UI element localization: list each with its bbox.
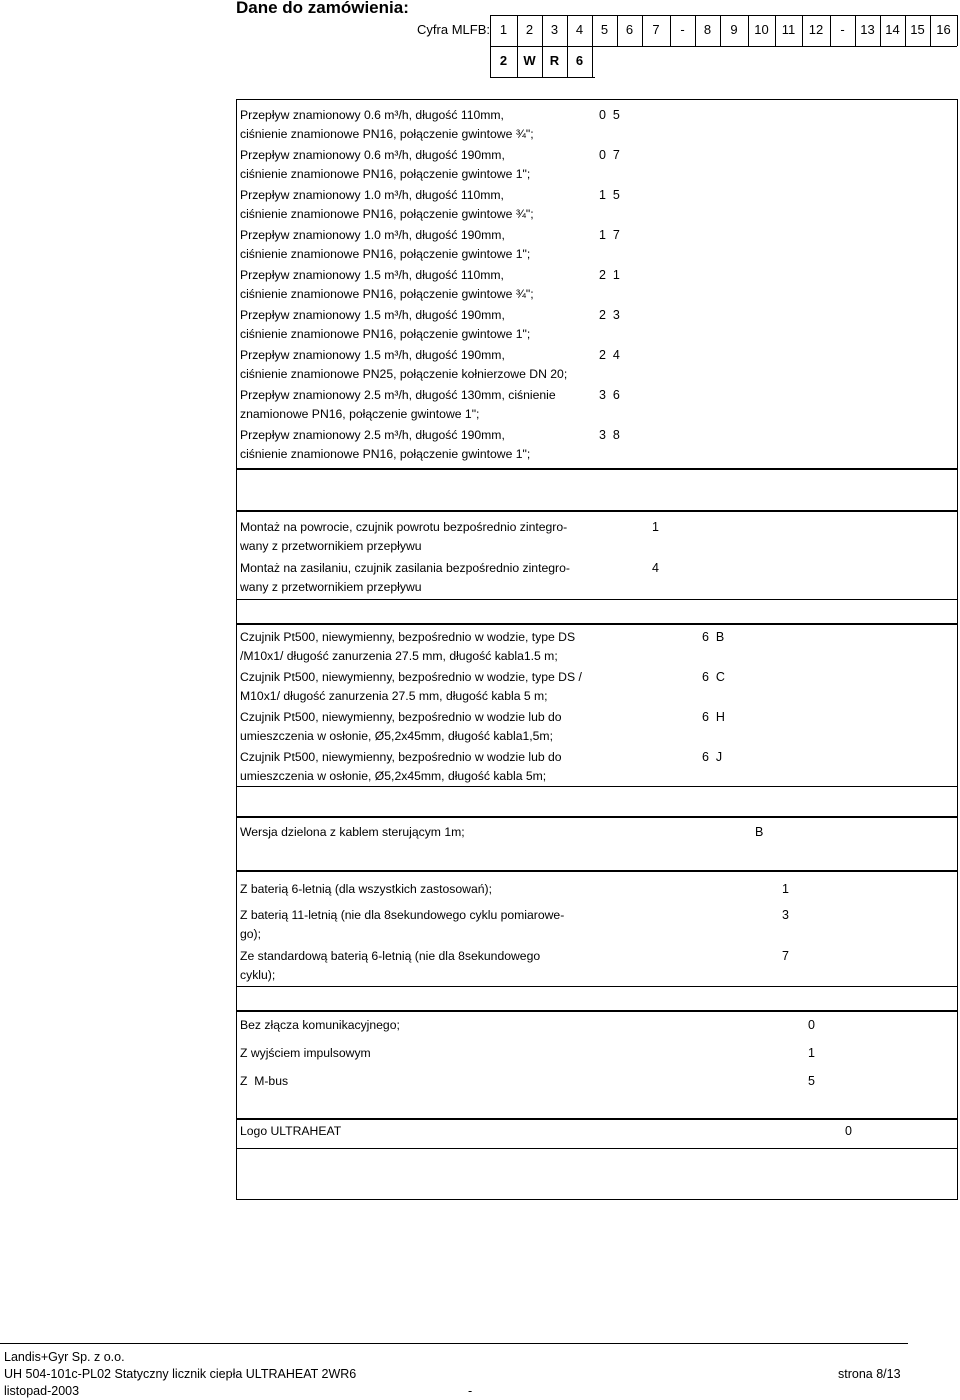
split-option-code: B bbox=[755, 825, 764, 839]
flow-option-line2: ciśnienie znamionowe PN16, połączenie gwintowe 1"; bbox=[240, 167, 531, 181]
mlfb-value: 6 bbox=[575, 53, 584, 68]
mlfb-digit-header: 7 bbox=[652, 22, 660, 37]
mlfb-digit-header: 3 bbox=[550, 22, 559, 37]
footer-doc-line: UH 504-101c-PL02 Statyczny licznik ciepła ULTRAHEAT 2WR6 bbox=[4, 1367, 357, 1381]
mlfb-digit-header: 10 bbox=[754, 22, 769, 37]
mlfb-digit-header: - bbox=[840, 22, 845, 37]
comm-option-label: Bez złącza komunikacyjnego; bbox=[240, 1018, 400, 1032]
battery-option-line1: Z baterią 6-letnią (dla wszystkich zastosowań); bbox=[240, 882, 492, 896]
mount-option-code: 1 bbox=[652, 520, 659, 534]
mlfb-value: W bbox=[523, 53, 536, 68]
footer-page-number: strona 8/13 bbox=[838, 1367, 901, 1381]
footer-company: Landis+Gyr Sp. z o.o. bbox=[4, 1350, 125, 1364]
mlfb-top-rule bbox=[490, 15, 957, 16]
battery-option-line1: Z baterią 11-letnią (nie dla 8sekundowego cyklu pomiarowe- bbox=[240, 908, 565, 922]
mlfb-col-rule bbox=[957, 15, 958, 46]
sensor-option-line1: Czujnik Pt500, niewymienny, bezpośrednio w wodzie, type DS / bbox=[240, 670, 582, 684]
flow-option-line1: Przepływ znamionowy 1.0 m³/h, długość 110mm, bbox=[240, 188, 504, 202]
flow-option-line1: Przepływ znamionowy 1.5 m³/h, długość 110mm, bbox=[240, 268, 504, 282]
mlfb-digit-header: 11 bbox=[781, 22, 796, 37]
mount-option-line2: wany z przetwornikiem przepływu bbox=[240, 580, 422, 594]
mlfb-digit-header: 14 bbox=[885, 22, 900, 37]
battery-option-code: 3 bbox=[782, 908, 789, 922]
flow-option-line2: ciśnienie znamionowe PN25, połączenie kołnierzowe DN 20; bbox=[240, 367, 568, 381]
mlfb-value: R bbox=[549, 53, 560, 68]
mlfb-bottom-rule bbox=[490, 77, 595, 78]
flow-option-code: 2 1 bbox=[599, 268, 620, 282]
flow-option-line2: ciśnienie znamionowe PN16, połączenie gwintowe 1"; bbox=[240, 447, 531, 461]
mlfb-digit-header: 2 bbox=[525, 22, 534, 37]
sensor-option-line1: Czujnik Pt500, niewymienny, bezpośrednio w wodzie lub do bbox=[240, 710, 562, 724]
logo-option-label: Logo ULTRAHEAT bbox=[240, 1124, 342, 1138]
flow-option-line1: Przepływ znamionowy 2.5 m³/h, długość 130mm, ciśnienie bbox=[240, 388, 556, 402]
flow-option-line1: Przepływ znamionowy 0.6 m³/h, długość 190mm, bbox=[240, 148, 505, 162]
mlfb-value: 2 bbox=[499, 53, 508, 68]
mount-option-line1: Montaż na powrocie, czujnik powrotu bezpośrednio zintegro- bbox=[240, 520, 568, 534]
mlfb-digit-header: 15 bbox=[910, 22, 925, 37]
battery-option-line1: Ze standardową baterią 6-letnią (nie dla 8sekundowego bbox=[240, 949, 541, 963]
mlfb-digit-header: 12 bbox=[808, 22, 824, 37]
sensor-option-line2: /M10x1/ długość zanurzenia 27.5 mm, długość kabla1.5 m; bbox=[240, 649, 558, 663]
logo-option-code: 0 bbox=[845, 1124, 852, 1138]
battery-option-code: 7 bbox=[782, 949, 789, 963]
flow-option-line2: znamionowe PN16, połączenie gwintowe 1"; bbox=[240, 407, 480, 421]
flow-option-code: 1 7 bbox=[599, 228, 620, 242]
sensor-option-code: 6 J bbox=[702, 750, 723, 764]
comm-option-code: 5 bbox=[808, 1074, 815, 1088]
mlfb-digit-header: 8 bbox=[703, 22, 712, 37]
sensor-option-line2: M10x1/ długość zanurzenia 27.5 mm, długość kabla 5 m; bbox=[240, 689, 548, 703]
flow-option-line1: Przepływ znamionowy 1.5 m³/h, długość 190mm, bbox=[240, 308, 505, 322]
flow-option-code: 2 3 bbox=[599, 308, 620, 322]
comm-option-code: 1 bbox=[808, 1046, 815, 1060]
comm-option-code: 0 bbox=[808, 1018, 815, 1032]
flow-option-line1: Przepływ znamionowy 2.5 m³/h, długość 190mm, bbox=[240, 428, 505, 442]
sensor-option-code: 6 C bbox=[702, 670, 725, 684]
comm-option-label: Z wyjściem impulsowym bbox=[240, 1046, 371, 1060]
sensor-option-line1: Czujnik Pt500, niewymienny, bezpośrednio w wodzie, type DS bbox=[240, 630, 576, 644]
footer-dash: - bbox=[468, 1384, 473, 1398]
footer-rule bbox=[0, 1343, 908, 1344]
flow-option-line2: ciśnienie znamionowe PN16, połączenie gwintowe ¾"; bbox=[240, 127, 534, 141]
flow-option-line2: ciśnienie znamionowe PN16, połączenie gwintowe ¾"; bbox=[240, 207, 534, 221]
mlfb-digit-header: 9 bbox=[730, 22, 738, 37]
mlfb-digit-header: 4 bbox=[575, 22, 584, 37]
mlfb-digit-header: 16 bbox=[936, 22, 951, 37]
battery-option-code: 1 bbox=[782, 882, 789, 896]
flow-option-line1: Przepływ znamionowy 1.5 m³/h, długość 190mm, bbox=[240, 348, 505, 362]
battery-option-line2: cyklu); bbox=[240, 968, 276, 982]
flow-option-code: 0 7 bbox=[599, 148, 620, 162]
comm-option-label: Z M-bus bbox=[240, 1074, 289, 1088]
flow-option-line2: ciśnienie znamionowe PN16, połączenie gwintowe ¾"; bbox=[240, 287, 534, 301]
mlfb-digit-header: 1 bbox=[499, 22, 508, 37]
mount-option-line2: wany z przetwornikiem przepływu bbox=[240, 539, 422, 553]
mlfb-digit-header: 13 bbox=[860, 22, 875, 37]
flow-option-code: 3 8 bbox=[599, 428, 620, 442]
page-title: Dane do zamówienia: bbox=[236, 0, 409, 17]
mlfb-digit-header: - bbox=[680, 22, 685, 37]
flow-option-code: 2 4 bbox=[599, 348, 620, 362]
sensor-option-line2: umieszczenia w osłonie, Ø5,2x45mm, długość kabla1,5m; bbox=[240, 729, 553, 743]
sensor-option-code: 6 B bbox=[702, 630, 725, 644]
flow-option-code: 1 5 bbox=[599, 188, 620, 202]
blank-row bbox=[236, 469, 958, 511]
mount-option-code: 4 bbox=[652, 561, 659, 575]
battery-option-line2: go); bbox=[240, 927, 262, 941]
sensor-option-code: 6 H bbox=[702, 710, 725, 724]
flow-option-line2: ciśnienie znamionowe PN16, połączenie gwintowe 1"; bbox=[240, 327, 531, 341]
sensor-option-line1: Czujnik Pt500, niewymienny, bezpośrednio w wodzie lub do bbox=[240, 750, 562, 764]
flow-option-code: 3 6 bbox=[599, 388, 620, 402]
mlfb-mid-rule bbox=[490, 46, 957, 47]
mount-option-line1: Montaż na zasilaniu, czujnik zasilania bezpośrednio zintegro- bbox=[240, 561, 570, 575]
split-option-label: Wersja dzielona z kablem sterującym 1m; bbox=[240, 825, 465, 839]
mlfb-label: Cyfra MLFB: bbox=[417, 22, 490, 37]
flow-option-line2: ciśnienie znamionowe PN16, połączenie gwintowe 1"; bbox=[240, 247, 531, 261]
flow-option-code: 0 5 bbox=[599, 108, 620, 122]
sensor-option-line2: umieszczenia w osłonie, Ø5,2x45mm, długość kabla 5m; bbox=[240, 769, 547, 783]
mlfb-digit-header: 6 bbox=[625, 22, 634, 37]
mlfb-digit-header: 5 bbox=[600, 22, 609, 37]
flow-option-line1: Przepływ znamionowy 0.6 m³/h, długość 110mm, bbox=[240, 108, 504, 122]
footer-date: listopad-2003 bbox=[4, 1384, 80, 1398]
flow-option-line1: Przepływ znamionowy 1.0 m³/h, długość 190mm, bbox=[240, 228, 505, 242]
